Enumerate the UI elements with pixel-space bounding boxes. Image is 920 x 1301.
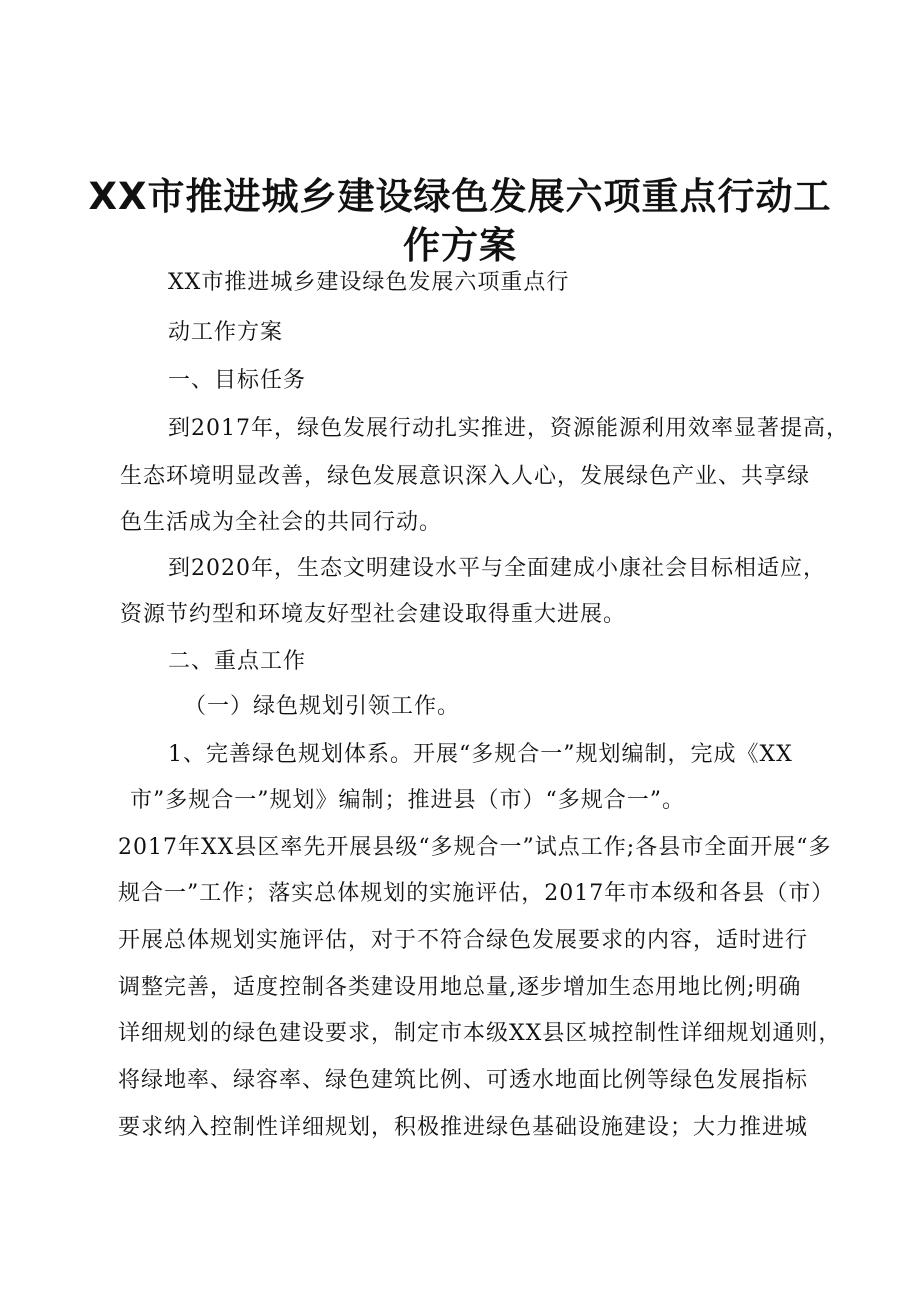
paragraph-line: 市”多规合一”规划》编制；推进县（市）“多规合一”。	[130, 788, 685, 813]
subsection-heading: （一）绿色规划引领工作。	[184, 694, 461, 719]
section-heading-goals: 一、目标任务	[168, 368, 307, 393]
paragraph-line: 调整完善，适度控制各类建设用地总量,逐步增加生态用地比例;明确	[118, 975, 802, 1000]
paragraph-line: 开展总体规划实施评估，对于不符合绿色发展要求的内容，适时进行	[118, 928, 809, 953]
paragraph-line: 2017年XX县区率先开展县级“多规合一”试点工作;各县市全面开展“多	[118, 835, 832, 860]
paragraph-line: 到2020年，生态文明建设水平与全面建成小康社会目标相适应，	[168, 556, 826, 581]
paragraph-line: 1、完善绿色规划体系。开展“多规合一”规划编制，完成《XX	[168, 742, 793, 767]
paragraph-line: 资源节约型和环境友好型社会建设取得重大进展。	[120, 602, 627, 627]
document-title-line-1: XX市推进城乡建设绿色发展六项重点行动工	[88, 175, 832, 218]
paragraph-line: 要求纳入控制性详细规划，积极推进绿色基础设施建设；大力推进城	[118, 1115, 809, 1140]
paragraph-line: 详细规划的绿色建设要求，制定市本级XX县区城控制性详细规划通则，	[118, 1021, 842, 1046]
paragraph-line: 生态环境明显改善，绿色发展意识深入人心，发展绿色产业、共享绿	[120, 464, 811, 489]
subtitle-line-1: XX市推进城乡建设绿色发展六项重点行	[168, 270, 570, 295]
paragraph-line: 色生活成为全社会的共同行动。	[120, 510, 443, 535]
paragraph-line: 将绿地率、绿容率、绿色建筑比例、可透水地面比例等绿色发展指标	[118, 1068, 809, 1093]
paragraph-line: 规合一”工作；落实总体规划的实施评估，2017年市本级和各县（市）	[118, 881, 835, 906]
document-title-line-2: 作方案	[403, 224, 517, 267]
section-heading-key-work: 二、重点工作	[168, 649, 307, 674]
paragraph-line: 到2017年，绿色发展行动扎实推进，资源能源利用效率显著提高，	[168, 416, 849, 441]
subtitle-line-2: 动工作方案	[168, 320, 284, 345]
